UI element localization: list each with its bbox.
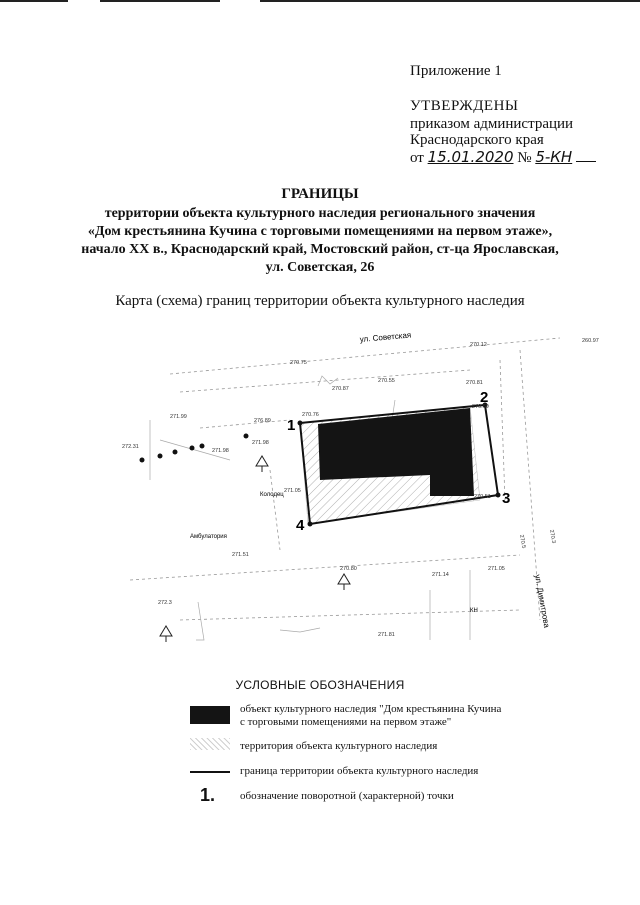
place-label-ambulatory: Амбулатория <box>190 534 227 540</box>
elevation-label: 272.3 <box>158 600 172 606</box>
legend-point-marker: 1. <box>200 785 216 805</box>
elevation-label: 270.75 <box>290 360 307 366</box>
document-title: ГРАНИЦЫ <box>281 186 359 202</box>
elevation-label: 270.80 <box>340 566 357 572</box>
elevation-label: 272.31 <box>122 444 139 450</box>
appendix-label: Приложение 1 <box>410 63 502 79</box>
place-label-kn: КН <box>470 608 478 614</box>
elevation-label: 271.99 <box>170 414 187 420</box>
legend-building-swatch <box>190 706 230 724</box>
elevation-label: 271.14 <box>432 572 449 578</box>
elevation-label: 270.76 <box>302 412 319 418</box>
date-prefix: от <box>410 150 424 166</box>
elevation-label: 276.89 <box>254 418 271 424</box>
elevation-label: 271.05 <box>284 488 301 494</box>
map-survey-points <box>140 434 249 463</box>
elevation-label: 270.12 <box>470 342 487 348</box>
point-label-2: 2 <box>480 389 489 406</box>
scan-top-line-mid <box>100 0 220 2</box>
scan-top-line-left <box>0 0 68 2</box>
point-label-4: 4 <box>296 517 305 534</box>
subtitle-line-1: территории объекта культурного наследия регионального значения <box>104 206 536 221</box>
street-label-sovetskaya: ул. Советская <box>359 330 412 344</box>
approved-heading: УТВЕРЖДЕНЫ <box>410 98 519 114</box>
boundary-map <box>0 320 640 660</box>
elevation-label: 270.81 <box>466 380 483 386</box>
order-date: 15.01.2020 <box>427 148 514 166</box>
elevation-label: 270.3 <box>548 529 557 544</box>
elevation-label: 270.55 <box>378 378 395 384</box>
approved-by-line-1: приказом администрации <box>410 116 574 132</box>
order-number: 5-КН <box>535 148 573 166</box>
number-underline <box>576 161 596 162</box>
elevation-label: 271.05 <box>488 566 505 572</box>
subtitle-line-2: «Дом крестьянина Кучина с торговыми помещениями на первом этаже», <box>87 224 553 239</box>
elevation-label: 271.81 <box>378 632 395 638</box>
legend-territory-text: территория объекта культурного наследия <box>240 740 438 752</box>
place-label-well: Колодец <box>260 492 284 498</box>
subtitle-line-4: ул. Советская, 26 <box>265 260 375 275</box>
legend-boundary-text: граница территории объекта культурного наследия <box>240 765 479 777</box>
elevation-label: 271.98 <box>212 448 229 454</box>
elevation-label: 270.87 <box>332 386 349 392</box>
point-label-1: 1 <box>287 417 296 434</box>
elevation-label: 260.97 <box>582 338 599 344</box>
elevation-label: 270.51 <box>474 494 491 500</box>
legend-title: УСЛОВНЫЕ ОБОЗНАЧЕНИЯ <box>235 678 405 692</box>
legend-building-text-2: с торговыми помещениями на первом этаже" <box>240 716 452 728</box>
tree-icon <box>256 456 268 472</box>
legend-point-text: обозначение поворотной (характерной) точки <box>240 790 454 802</box>
scan-top-line-right <box>260 0 640 2</box>
elevation-label: 270.5 <box>518 534 527 549</box>
point-label-3: 3 <box>502 490 511 507</box>
legend-boundary-swatch <box>190 771 230 773</box>
tree-icon <box>338 574 350 590</box>
elevation-label: 271.98 <box>252 440 269 446</box>
number-prefix: № <box>517 150 532 166</box>
approved-by-line-2: Краснодарского края <box>410 132 544 148</box>
legend-territory-swatch <box>190 738 230 750</box>
tree-icon <box>160 626 172 642</box>
elevation-label: 271.51 <box>232 552 249 558</box>
street-label-dimitrova: ул. Димитрова <box>533 573 552 629</box>
map-caption: Карта (схема) границ территории объекта культурного наследия <box>115 293 525 309</box>
legend-building-text-1: объект культурного наследия "Дом крестьянина Кучина <box>240 703 502 715</box>
order-date-number <box>410 148 596 167</box>
elevation-label: 270.69 <box>472 404 489 410</box>
subtitle-line-3: начало XX в., Краснодарский край, Мостовский район, ст-ца Ярославская, <box>81 242 559 257</box>
